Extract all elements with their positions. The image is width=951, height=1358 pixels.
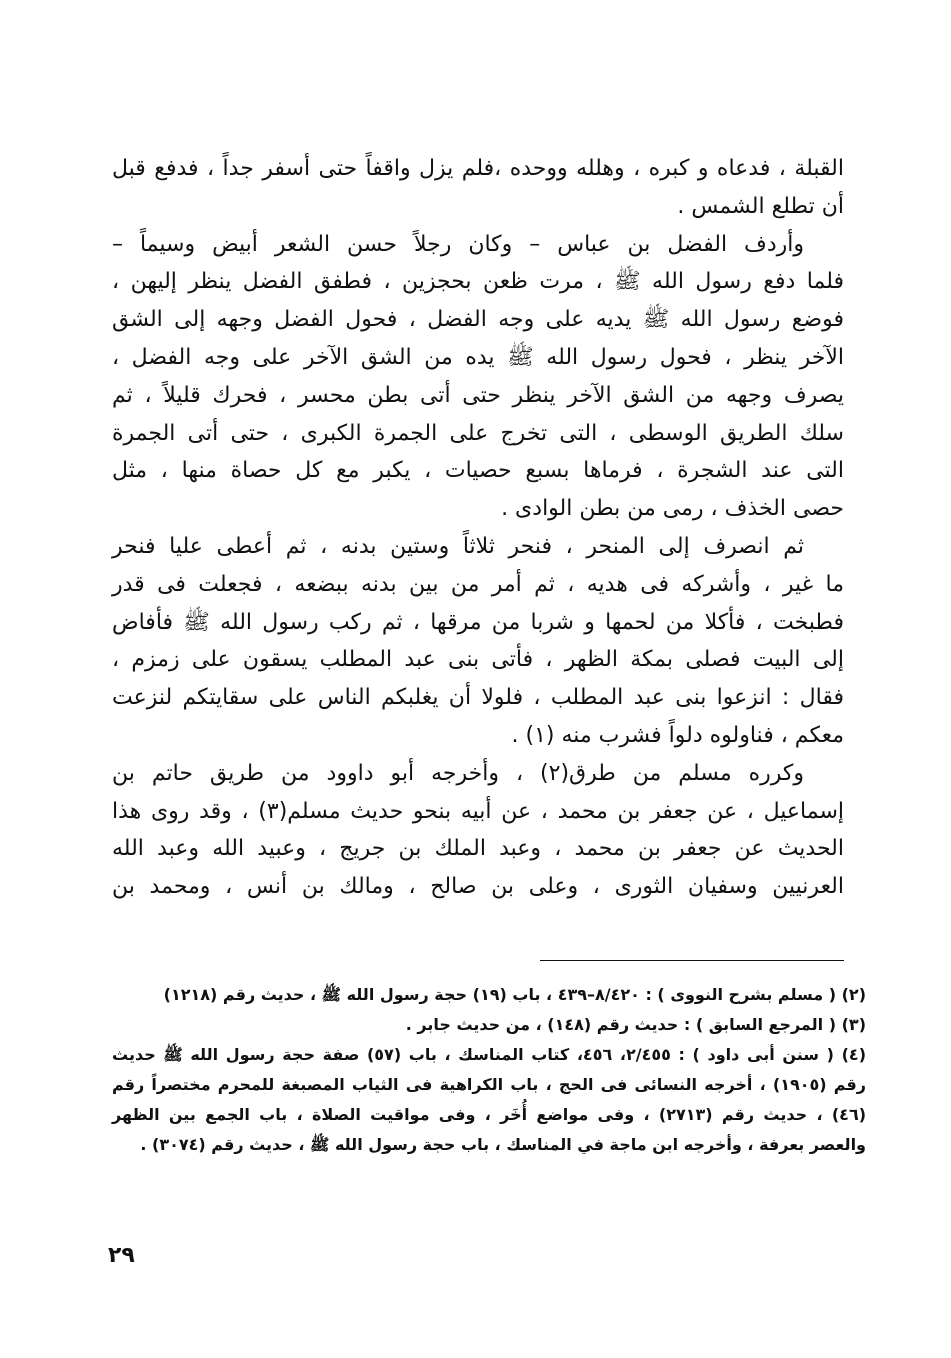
text-line: التى عند الشجرة ، فرماها بسبع حصيات ، يكبر مع كل حصاة منها ، مثل [112,458,844,484]
footnotes [112,980,866,1160]
text-line: العرنيين وسفيان الثورى ، وعلى بن صالح ، ومالك بن أنس ، ومحمد بن [112,874,844,900]
text-line: يصرف وجهه من الشق الآخر ينظر حتى أتى بطن محسر ، فحرك قليلاً ، ثم [112,382,844,408]
paragraph [112,150,844,226]
text-line: معكم ، فناولوه دلواً فشرب منه (١) . [511,722,844,748]
footnote-line: (٢) ( مسلم بشرح النووى ) : ٨/٤٢٠–٤٣٩ ، باب (١٩) حجة رسول الله ﷺ ، حديث رقم (١٢١٨) [163,985,866,1004]
text-line: فوضع رسول الله ﷺ يديه على وجه الفضل ، فحول الفضل وجهه إلى الشق [112,307,844,333]
text-line: إسماعيل ، عن جعفر بن محمد ، عن أبيه بنحو حديث مسلم(٣) ، وقد روى هذا [112,798,844,824]
footnote-line: (٤) ( سنن أبى داود ) : ٢/٤٥٥، ٤٥٦، كتاب المناسك ، باب (٥٧) صفة حجة رسول الله ﷺ حديث [112,1045,866,1064]
text-line: وكرره مسلم من طرق(٢) ، وأخرجه أبو داوود من طريق حاتم بن [112,760,804,786]
text-line: ما غير ، وأشركه فى هديه ، ثم أمر من بين بدنه ببضعه ، فجعلت فى قدر [112,571,844,597]
text-line: أن تطلع الشمس . [677,193,844,219]
text-line: إلى البيت فصلى بمكة الظهر ، فأتى بنى عبد المطلب يسقون على زمزم ، [112,647,844,673]
footnote-line: (٣) ( المرجع السابق ) : حديث رقم (١٤٨) ، من حديث جابر . [405,1015,866,1034]
text-line: الآخر ينظر ، فحول رسول الله ﷺ يده من الشق الآخر على وجه الفضل ، [112,344,844,370]
main-text [112,150,844,906]
text-line: فقال : انزعوا بنى عبد المطلب ، فلولا أن يغلبكم الناس على سقايتكم لنزعت [112,685,844,711]
footnote-line: رقم (١٩٠٥) ، أخرجه النسائى فى الحج ، باب الكراهية فى الثياب المصبغة للمحرم مختصراً رقم [112,1075,866,1094]
footnote-divider [540,960,844,961]
paragraph [112,528,844,755]
paragraph [112,226,844,528]
footnote-line: والعصر بعرفة ، وأخرجه ابن ماجة في المناسك ، باب حجة رسول الله ﷺ ، حديث رقم (٣٠٧٤) . [140,1135,866,1154]
text-line: سلك الطريق الوسطى ، التى تخرج على الجمرة الكبرى ، حتى أتى الجمرة [112,420,844,446]
text-line: وأردف الفضل بن عباس – وكان رجلاً حسن الشعر أبيض وسيماً – [112,231,804,257]
page-number: ٢٩ [108,1243,135,1268]
text-line: القبلة ، فدعاه و كبره ، وهلله ووحده ،فلم يزل واقفاً حتى أسفر جداً ، فدفع قبل [112,156,844,181]
paragraph [112,755,844,906]
text-line: فلما دفع رسول الله ﷺ ، مرت ظعن بحجزين ، فطفق الفضل ينظر إليهن ، [112,269,844,295]
text-line: فطبخت ، فأكلا من لحمها و شربا من مرقها ، ثم ركب رسول الله ﷺ فأفاض [112,609,844,635]
text-line: حصى الخذف ، رمى من بطن الوادى . [501,496,844,522]
footnote-line: (٤٦) ، حديث رقم (٢٧١٣) ، وفى مواضع أُخَر ، وفى مواقيت الصلاة ، باب الجمع بين الظهر [112,1105,867,1124]
text-line: ثم انصرف إلى المنحر ، فنحر ثلاثاً وستين بدنه ، ثم أعطى عليا فنحر [112,533,804,559]
text-line: الحديث عن جعفر بن محمد ، وعبد الملك بن جريج ، وعبيد الله وعبد الله [112,836,844,862]
